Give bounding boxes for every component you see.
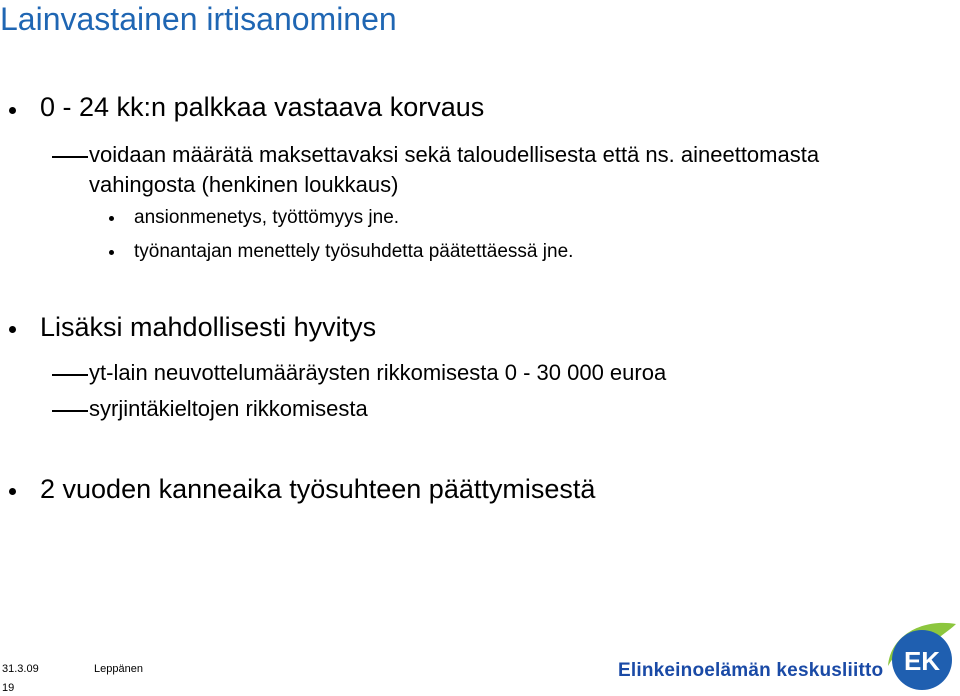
bullet-dash: [52, 410, 88, 412]
section-1-item-line-1: voidaan määrätä maksettavaksi sekä taloudellisesta että ns. aineettomasta: [89, 142, 820, 167]
slide-title: Lainvastainen irtisanominen: [0, 1, 397, 37]
bullet-small-dot: [109, 216, 114, 221]
bullet-dot: [9, 488, 16, 495]
footer-author: Leppänen: [94, 663, 143, 675]
section-3-heading: 2 vuoden kanneaika työsuhteen päättymisestä: [40, 474, 596, 504]
logo-text: EK: [903, 646, 941, 676]
section-1-item-line-2: vahingosta (henkinen loukkaus): [89, 172, 399, 197]
ek-logo: [878, 614, 958, 694]
section-1-subitem-1: ansionmenetys, työttömyys jne.: [134, 207, 400, 228]
bullet-dot: [9, 326, 16, 333]
section-2-item-2: syrjintäkieltojen rikkomisesta: [89, 396, 368, 421]
bullet-dot: [9, 107, 16, 114]
bullet-dash: [52, 156, 88, 158]
footer-page-number: 19: [2, 682, 15, 694]
section-2-item-1: yt-lain neuvottelumääräysten rikkomisesta 0 - 30 000 euroa: [89, 360, 667, 385]
section-1-subitem-2: työnantajan menettely työsuhdetta päätettäessä jne.: [134, 241, 574, 262]
footer-date: 31.3.09: [2, 663, 39, 675]
brand-name: Elinkeinoelämän keskusliitto: [618, 660, 884, 681]
section-1-heading: 0 - 24 kk:n palkkaa vastaava korvaus: [40, 92, 485, 122]
section-2-heading: Lisäksi mahdollisesti hyvitys: [40, 312, 377, 342]
bullet-small-dot: [109, 250, 114, 255]
bullet-dash: [52, 374, 88, 376]
